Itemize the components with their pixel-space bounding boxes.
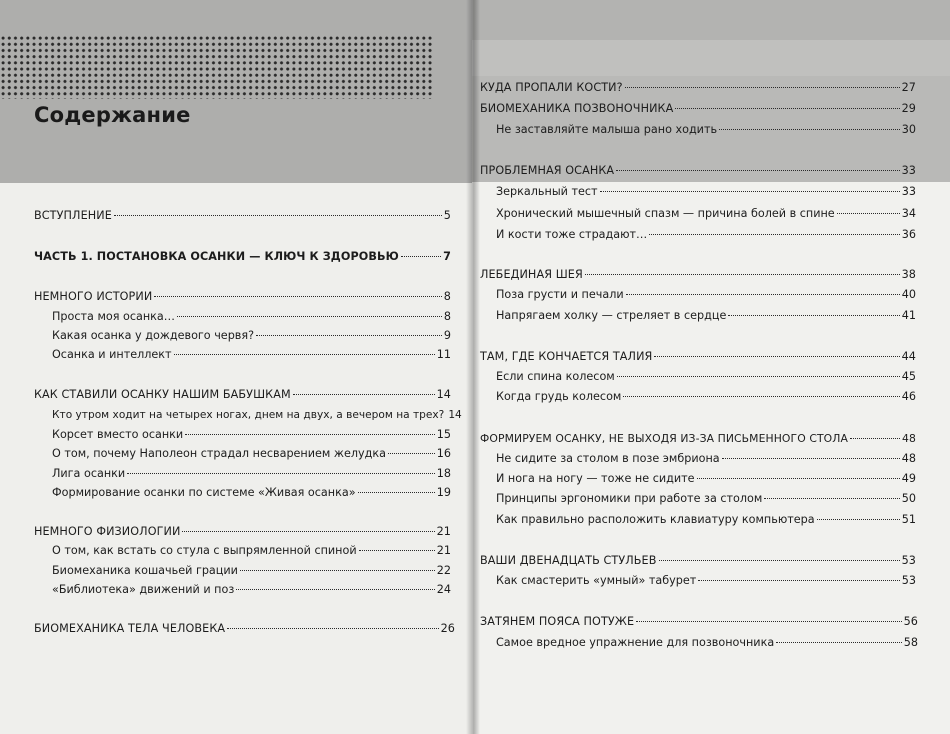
toc-entry[interactable] <box>34 387 451 402</box>
toc-entry-title: Как правильно расположить клавиатуру компьютера <box>496 513 815 526</box>
toc-entry-title: Зеркальный тест <box>496 185 598 198</box>
dot-leader <box>625 77 900 88</box>
toc-subentry[interactable] <box>52 347 451 362</box>
toc-subentry[interactable] <box>496 512 916 527</box>
toc-subentry[interactable] <box>496 573 916 588</box>
dot-leader <box>617 366 900 377</box>
dot-leader <box>388 443 435 454</box>
toc-entry-page: 18 <box>436 467 451 480</box>
toc-subentry[interactable] <box>52 563 451 578</box>
dot-leader <box>154 286 441 297</box>
toc-entry[interactable] <box>34 524 451 539</box>
toc-entry-page: 9 <box>443 329 451 342</box>
toc-entry-title: Лига осанки <box>52 467 126 480</box>
dot-leader <box>185 424 435 435</box>
toc-subentry[interactable] <box>52 582 451 597</box>
dot-leader <box>293 384 435 395</box>
toc-subentry[interactable] <box>496 369 916 384</box>
toc-entry-page: 21 <box>436 525 451 538</box>
toc-entry-title: Принципы эргономики при работе за столом <box>496 492 763 505</box>
dot-leader <box>236 579 434 590</box>
toc-entry[interactable] <box>480 614 918 629</box>
toc-entry[interactable] <box>34 289 451 304</box>
toc-entry-title: Биомеханика кошачьей грации <box>52 564 238 577</box>
toc-subentry[interactable] <box>52 427 451 442</box>
dot-leader <box>649 224 900 235</box>
dot-leader <box>358 482 435 493</box>
toc-subentry[interactable] <box>52 407 462 422</box>
right-page <box>472 0 950 734</box>
left-page <box>0 0 472 734</box>
toc-entry-page: 45 <box>901 370 916 383</box>
toc-entry-title: Хронический мышечный спазм — причина болей в спине <box>496 207 835 220</box>
toc-entry-title: ВСТУПЛЕНИЕ <box>34 209 112 222</box>
toc-subentry[interactable] <box>496 308 916 323</box>
dot-leader <box>764 488 899 499</box>
toc-entry-title: Формирование осанки по системе «Живая осанка» <box>52 486 356 499</box>
toc-entry-title: Не заставляйте малыша рано ходить <box>496 123 718 136</box>
toc-entry-title: О том, как встать со стула с выпрямленной спиной <box>52 544 357 557</box>
toc-entry-page: 49 <box>901 472 916 485</box>
toc-entry-page: 50 <box>901 492 916 505</box>
dot-leader <box>728 305 899 316</box>
toc-entry-title: КАК СТАВИЛИ ОСАНКУ НАШИМ БАБУШКАМ <box>34 388 291 401</box>
toc-subentry[interactable] <box>52 485 451 500</box>
dot-leader <box>600 181 900 192</box>
toc-entry-page: 5 <box>443 209 451 222</box>
toc-part-heading[interactable] <box>34 249 451 264</box>
toc-entry-title: БИОМЕХАНИКА ПОЗВОНОЧНИКА <box>480 102 674 115</box>
toc-entry-title: Как смастерить «умный» табурет <box>496 574 697 587</box>
toc-entry[interactable] <box>480 431 916 446</box>
toc-entry-title: ФОРМИРУЕМ ОСАНКУ, НЕ ВЫХОДЯ ИЗ-ЗА ПИСЬМЕННОГО СТОЛА <box>480 432 848 445</box>
dot-leader <box>817 509 900 520</box>
toc-entry-title: Поза грусти и печали <box>496 288 624 301</box>
toc-entry-title: Когда грудь колесом <box>496 390 622 403</box>
toc-entry-title: ТАМ, ГДЕ КОНЧАЕТСЯ ТАЛИЯ <box>480 350 653 363</box>
toc-subentry[interactable] <box>496 287 916 302</box>
toc-entry-title: Напрягаем холку — стреляет в сердце <box>496 309 727 322</box>
toc-entry-title: КУДА ПРОПАЛИ КОСТИ? <box>480 81 623 94</box>
toc-entry-page: 27 <box>901 81 916 94</box>
toc-subentry[interactable] <box>52 309 451 324</box>
toc-entry-title: ПРОБЛЕМНАЯ ОСАНКА <box>480 164 615 177</box>
toc-entry-title: ВАШИ ДВЕНАДЦАТЬ СТУЛЬЕВ <box>480 554 657 567</box>
header-band <box>472 0 950 76</box>
toc-entry-title: И кости тоже страдают… <box>496 228 648 241</box>
toc-entry-title: Какая осанка у дождевого червя? <box>52 329 255 342</box>
toc-subentry[interactable] <box>496 451 916 466</box>
dot-leader <box>659 550 900 561</box>
header-band-inner <box>472 40 950 76</box>
toc-entry-title: ЛЕБЕДИНАЯ ШЕЯ <box>480 268 583 281</box>
toc-entry-page: 51 <box>901 513 916 526</box>
toc-entry-title: И нога на ногу — тоже не сидите <box>496 472 695 485</box>
toc-entry-page: 33 <box>901 185 916 198</box>
toc-entry-page: 29 <box>901 102 916 115</box>
toc-entry-page: 14 <box>436 388 451 401</box>
toc-entry-page: 14 <box>448 409 462 421</box>
toc-entry-page: 56 <box>903 615 918 628</box>
toc-entry-page: 41 <box>901 309 916 322</box>
toc-subentry[interactable] <box>52 446 451 461</box>
book-gutter <box>466 0 480 734</box>
toc-entry-page: 30 <box>901 123 916 136</box>
toc-entry-page: 48 <box>902 432 916 445</box>
toc-entry-page: 53 <box>901 554 916 567</box>
toc-entry-page: 19 <box>436 486 451 499</box>
toc-entry-page: 40 <box>901 288 916 301</box>
toc-subentry[interactable] <box>52 466 451 481</box>
toc-entry-title: Осанка и интеллект <box>52 348 172 361</box>
dot-leader <box>837 203 900 214</box>
toc-entry[interactable] <box>480 163 916 178</box>
toc-entry-title: Кто утром ходит на четырех ногах, днем на двух, а вечером на трех? <box>52 409 445 421</box>
toc-subentry[interactable] <box>496 206 916 221</box>
toc-subentry[interactable] <box>52 328 451 343</box>
toc-entry[interactable] <box>34 208 451 223</box>
dot-leader <box>626 284 900 295</box>
toc-title: Содержание <box>34 103 191 127</box>
dot-leader <box>585 264 900 275</box>
toc-entry-page: 26 <box>440 622 455 635</box>
toc-entry-page: 15 <box>436 428 451 441</box>
dot-leader <box>675 98 899 109</box>
toc-entry[interactable] <box>480 80 916 95</box>
toc-subentry[interactable] <box>496 471 916 486</box>
toc-entry-page: 36 <box>901 228 916 241</box>
toc-entry[interactable] <box>34 621 455 636</box>
toc-entry-title: ЗАТЯНЕМ ПОЯСА ПОТУЖЕ <box>480 615 635 628</box>
dot-leader <box>359 540 435 551</box>
dot-leader <box>697 468 900 479</box>
toc-entry-page: 21 <box>436 544 451 557</box>
toc-entry-page: 34 <box>901 207 916 220</box>
toc-entry-page: 8 <box>443 310 451 323</box>
toc-entry-title: Проста моя осанка… <box>52 310 175 323</box>
toc-entry-title: БИОМЕХАНИКА ТЕЛА ЧЕЛОВЕКА <box>34 622 226 635</box>
toc-entry-title: ЧАСТЬ 1. ПОСТАНОВКА ОСАНКИ — КЛЮЧ К ЗДОРОВЬЮ <box>34 250 399 263</box>
dot-leader <box>177 306 442 317</box>
dot-leader <box>698 570 899 581</box>
dot-leader <box>240 560 435 571</box>
toc-entry-page: 8 <box>443 290 451 303</box>
dot-leader <box>654 346 899 357</box>
toc-entry-page: 58 <box>903 636 918 649</box>
toc-entry-page: 16 <box>436 447 451 460</box>
toc-subentry[interactable] <box>496 227 916 242</box>
toc-entry-title: «Библиотека» движений и поз <box>52 583 235 596</box>
toc-entry-title: НЕМНОГО ИСТОРИИ <box>34 290 153 303</box>
dot-leader <box>256 325 442 336</box>
toc-entry-page: 11 <box>436 348 451 361</box>
toc-entry-page: 46 <box>901 390 916 403</box>
toc-entry-page: 33 <box>901 164 916 177</box>
dot-leader <box>776 632 902 643</box>
toc-entry-title: Корсет вместо осанки <box>52 428 184 441</box>
dot-leader <box>182 521 434 532</box>
toc-subentry[interactable] <box>52 543 451 558</box>
toc-entry-page: 7 <box>443 250 451 263</box>
dot-leader <box>623 386 899 397</box>
dot-leader <box>636 611 901 622</box>
toc-entry-title: Не сидите за столом в позе эмбриона <box>496 452 720 465</box>
dot-leader <box>719 119 900 130</box>
toc-entry[interactable] <box>480 553 916 568</box>
toc-entry[interactable] <box>480 349 916 364</box>
toc-entry-title: О том, почему Наполеон страдал несварением желудка <box>52 447 386 460</box>
toc-entry-page: 48 <box>901 452 916 465</box>
toc-entry-page: 38 <box>901 268 916 281</box>
toc-subentry[interactable] <box>496 491 916 506</box>
dot-leader <box>850 428 900 439</box>
toc-entry-page: 44 <box>901 350 916 363</box>
toc-entry-title: НЕМНОГО ФИЗИОЛОГИИ <box>34 525 181 538</box>
toc-subentry[interactable] <box>496 635 918 650</box>
toc-entry[interactable] <box>480 101 916 116</box>
dot-leader <box>227 618 438 629</box>
toc-subentry[interactable] <box>496 122 916 137</box>
toc-entry-page: 53 <box>901 574 916 587</box>
dot-leader <box>174 344 435 355</box>
toc-entry-title: Если спина колесом <box>496 370 615 383</box>
toc-subentry[interactable] <box>496 184 916 199</box>
toc-subentry[interactable] <box>496 389 916 404</box>
dot-pattern <box>0 35 433 99</box>
dot-leader <box>114 205 442 216</box>
toc-entry[interactable] <box>480 267 916 282</box>
dot-leader <box>722 448 900 459</box>
dot-leader <box>616 160 899 171</box>
dot-leader <box>401 246 441 257</box>
toc-entry-page: 22 <box>436 564 451 577</box>
dot-leader <box>127 463 435 474</box>
toc-entry-page: 24 <box>436 583 451 596</box>
toc-entry-title: Самое вредное упражнение для позвоночника <box>496 636 775 649</box>
